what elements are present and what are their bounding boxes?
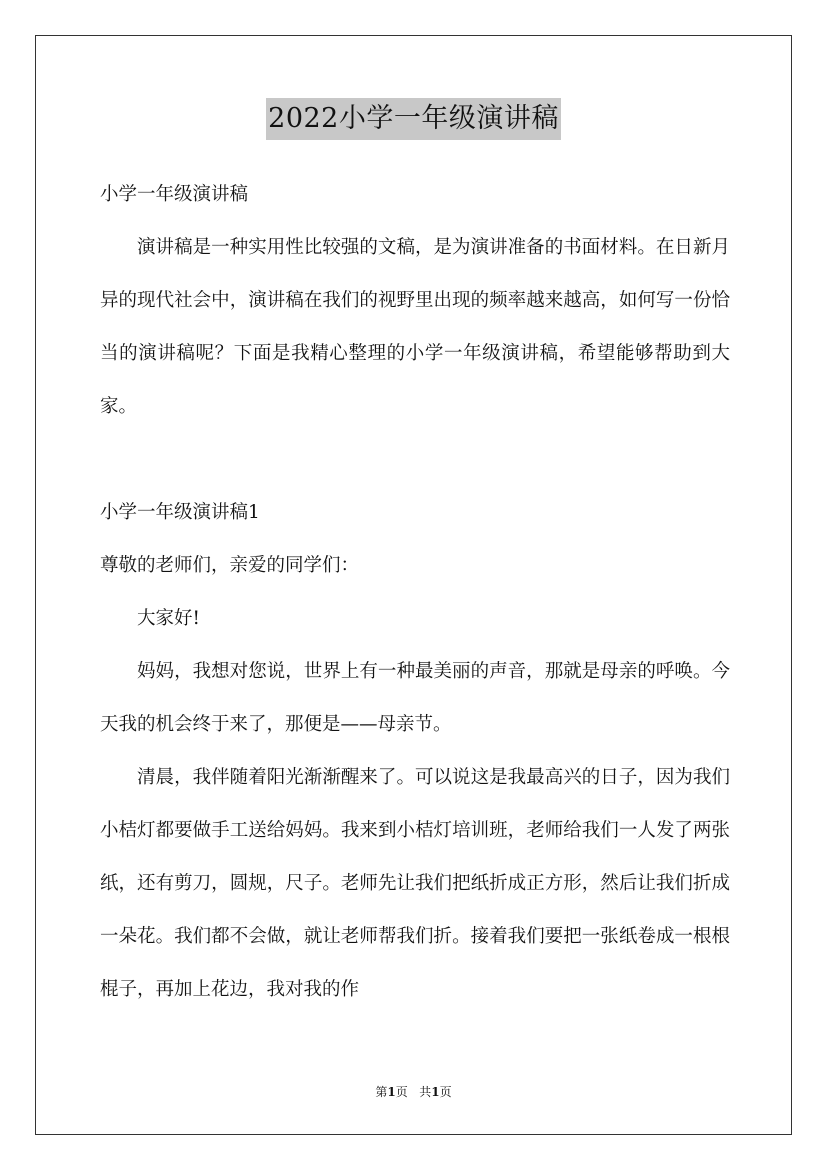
body-paragraph: 妈妈，我想对您说，世界上有一种最美丽的声音，那就是母亲的呼唤。今天我的机会终于来了，那便是——母亲节。 bbox=[100, 661, 730, 735]
intro-paragraph: 演讲稿是一种实用性比较强的文稿，是为演讲准备的书面材料。在日新月异的现代社会中，演讲稿在我们的视野里出现的频率越来越高，如何写一份恰当的演讲稿呢？下面是我精心整理的小学一年级演讲稿，希望能够帮助到大家。 bbox=[100, 237, 730, 417]
section-heading: 小学一年级演讲稿1 bbox=[100, 502, 260, 523]
document-title: 2022小学一年级演讲稿 bbox=[266, 98, 561, 140]
greeting: 大家好! bbox=[137, 608, 200, 629]
body-paragraph: 清晨，我伴随着阳光渐渐醒来了。可以说这是我最高兴的日子，因为我们小桔灯都要做手工送给妈妈。我来到小桔灯培训班，老师给我们一人发了两张纸，还有剪刀，圆规，尺子。老师先让我们把纸折成正方形，然后让我们折成一朵花。我们都不会做，就让老师帮我们折。接着我们要把一张纸卷成一根根棍子，再加上花边，我对我的作 bbox=[100, 767, 730, 1000]
total-prefix: 共 bbox=[419, 1085, 432, 1099]
page-suffix: 页 bbox=[395, 1085, 408, 1099]
page-footer bbox=[0, 1082, 827, 1102]
title-container bbox=[0, 98, 827, 140]
page-number: 1 bbox=[387, 1085, 396, 1099]
page-total: 1 bbox=[431, 1085, 440, 1099]
page-prefix: 第 bbox=[375, 1085, 388, 1099]
intro-heading: 小学一年级演讲稿 bbox=[100, 184, 249, 205]
total-suffix: 页 bbox=[439, 1085, 452, 1099]
salutation: 尊敬的老师们，亲爱的同学们： bbox=[100, 555, 360, 576]
document-body bbox=[100, 168, 730, 1016]
